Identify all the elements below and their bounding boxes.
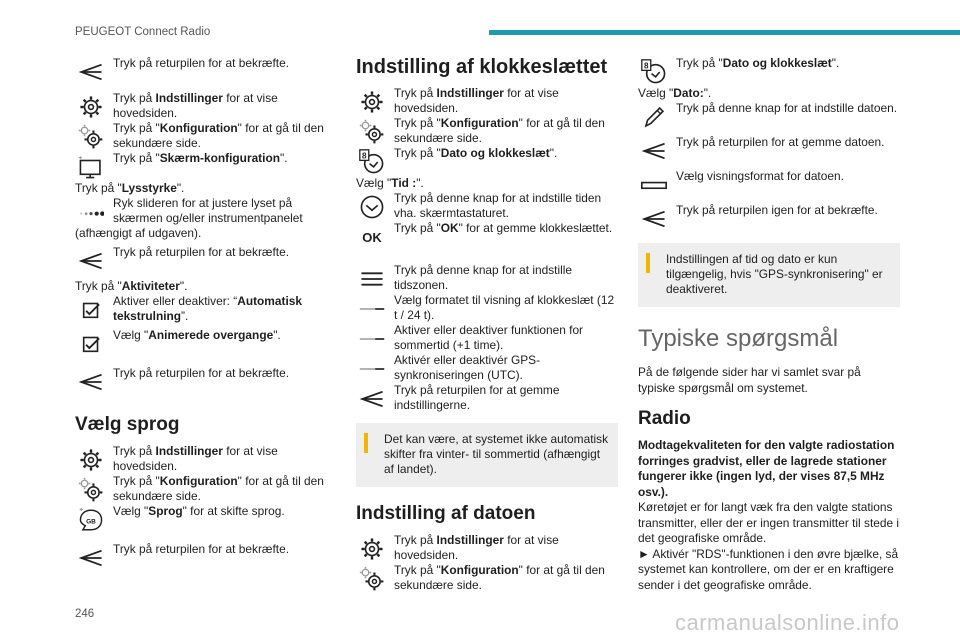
step-animations: Vælg "Animerede overgange". bbox=[75, 328, 328, 358]
instruction-select-date: Vælg "Dato:". bbox=[638, 86, 712, 100]
step-settings: Tryk på Indstillinger for at vise hovedsiden. bbox=[356, 86, 618, 116]
return-arrow-icon bbox=[75, 543, 107, 573]
toggle-line-icon bbox=[356, 354, 388, 384]
faq-intro: På de følgende sider har vi samlet svar på typiske spørgsmål om systemet. bbox=[638, 365, 861, 395]
format-frame-icon bbox=[638, 170, 670, 200]
calendar-clock-icon bbox=[356, 147, 388, 177]
instruction-brightness: Tryk på "Lysstyrke". bbox=[75, 181, 185, 195]
heading-faq: Typiske spørgsmål bbox=[638, 325, 839, 352]
calendar-clock-icon bbox=[638, 57, 670, 87]
checkbox-icon bbox=[75, 329, 107, 359]
step-set-date: Tryk på denne knap for at indstille datoen. bbox=[638, 101, 900, 131]
step-gps-sync: Aktivér eller deaktivér GPS-synkroniseringen (UTC). bbox=[356, 353, 618, 383]
step-date-format: Vælg visningsformat for datoen. bbox=[638, 169, 900, 199]
instruction-activities: Tryk på "Aktiviteter". bbox=[75, 279, 188, 293]
info-note: Indstillingen af tid og dato er kun tilgængelig, hvis "GPS-synkronisering" er deaktiveret. bbox=[638, 243, 900, 307]
column-right bbox=[638, 56, 900, 601]
step-configuration: Tryk på "Konfiguration" for at gå til den sekundære side. bbox=[75, 121, 328, 151]
step-timezone: Tryk på denne knap for at indstille tidszonen. bbox=[356, 263, 618, 293]
screen-config-icon bbox=[75, 152, 107, 182]
return-arrow-icon bbox=[75, 246, 107, 276]
step-configuration: Tryk på "Konfiguration" for at gå til den sekundære side. bbox=[356, 563, 618, 593]
return-arrow-icon bbox=[75, 367, 107, 397]
step-return: Tryk på returpilen igen for at bekræfte. bbox=[638, 203, 900, 233]
info-icon bbox=[646, 253, 650, 273]
double-gear-icon bbox=[75, 475, 107, 505]
step-slider: Ryk slideren for at justere lyset på skærmen og/eller instrumentpanelet (afhængigt af udgaven). bbox=[75, 196, 303, 240]
radio-answer: Køretøjet er for langt væk fra den valgte stations transmitter, eller der er ingen transmitter til stede i det geografiske område. bbox=[638, 500, 900, 545]
step-language: Vælg "Sprog" for at skifte sprog. bbox=[75, 504, 328, 534]
heading-set-date: Indstilling af datoen bbox=[356, 503, 536, 524]
watermark: carmanualsonline.info bbox=[675, 610, 900, 635]
return-arrow-icon bbox=[356, 384, 388, 414]
step-return: Tryk på returpilen for at bekræfte. bbox=[75, 245, 328, 275]
step-configuration: Tryk på "Konfiguration" for at gå til den sekundære side. bbox=[75, 474, 328, 504]
ok-icon: OK bbox=[362, 229, 382, 245]
radio-question: Modtagekvaliteten for den valgte radiostation forringes gradvist, eller de lagrede stationer fungerer ikke (ingen lyd, der vises 87,5 MHz osv.). bbox=[638, 438, 895, 499]
double-gear-icon bbox=[356, 564, 388, 594]
double-gear-icon bbox=[356, 117, 388, 147]
language-icon bbox=[75, 505, 107, 535]
step-return: Tryk på returpilen for at bekræfte. bbox=[75, 56, 328, 86]
step-date-time: Tryk på "Dato og klokkeslæt". bbox=[356, 146, 618, 176]
instruction-select-time: Vælg "Tid :". bbox=[356, 176, 424, 190]
step-auto-scroll: Aktiver eller deaktiver: “Automatisk tekstrulning”. bbox=[75, 294, 328, 324]
step-return: Tryk på returpilen for at gemme indstillingerne. bbox=[356, 383, 618, 413]
info-icon bbox=[364, 433, 368, 453]
page-number: 246 bbox=[75, 608, 95, 620]
heading-select-language: Vælg sprog bbox=[75, 414, 180, 435]
slider-dots-icon bbox=[75, 197, 107, 227]
heading-radio: Radio bbox=[638, 408, 691, 429]
column-middle bbox=[356, 56, 618, 593]
toggle-line-icon bbox=[356, 324, 388, 354]
gear-icon bbox=[356, 534, 388, 564]
toggle-line-icon bbox=[356, 294, 388, 324]
double-gear-icon bbox=[75, 122, 107, 152]
step-screen-config: Tryk på "Skærm-konfiguration". bbox=[75, 151, 328, 181]
return-arrow-icon bbox=[75, 57, 107, 87]
return-arrow-icon bbox=[638, 204, 670, 234]
gear-icon bbox=[75, 92, 107, 122]
step-set-time: Tryk på denne knap for at indstille tiden vha. skærmtastaturet. bbox=[356, 191, 618, 221]
column-left bbox=[75, 56, 328, 572]
heading-set-clock: Indstilling af klokkeslættet bbox=[356, 56, 608, 78]
step-return: Tryk på returpilen for at bekræfte. bbox=[75, 366, 328, 396]
checkbox-icon bbox=[75, 295, 107, 325]
step-settings: Tryk på Indstillinger for at vise hovedsiden. bbox=[75, 91, 328, 121]
list-icon bbox=[356, 264, 388, 294]
step-return: Tryk på returpilen for at gemme datoen. bbox=[638, 135, 900, 165]
step-time-format: Vælg formatet til visning af klokkeslæt (12 t / 24 t). bbox=[356, 293, 618, 323]
step-date-time: Tryk på "Dato og klokkeslæt". bbox=[638, 56, 900, 86]
step-summer-time: Aktiver eller deaktiver funktionen for sommertid (+1 time). bbox=[356, 323, 618, 353]
gear-icon bbox=[75, 445, 107, 475]
gear-icon bbox=[356, 87, 388, 117]
step-return: Tryk på returpilen for at bekræfte. bbox=[75, 542, 328, 572]
step-ok: OK Tryk på "OK" for at gemme klokkeslættet. bbox=[356, 221, 618, 251]
chevron-down-icon bbox=[356, 192, 388, 222]
step-settings: Tryk på Indstillinger for at vise hovedsiden. bbox=[75, 444, 328, 474]
return-arrow-icon bbox=[638, 136, 670, 166]
header-accent-bar bbox=[489, 30, 960, 35]
radio-action: ► Aktivér "RDS"-funktionen i den øvre bjælke, så systemet kan kontrollere, om der er en kraftigere sender i det geografiske område. bbox=[638, 546, 899, 592]
running-header: PEUGEOT Connect Radio bbox=[75, 26, 211, 38]
step-configuration: Tryk på "Konfiguration" for at gå til den sekundære side. bbox=[356, 116, 618, 146]
step-settings: Tryk på Indstillinger for at vise hovedsiden. bbox=[356, 533, 618, 563]
info-note: Det kan være, at systemet ikke automatisk skifter fra vinter- til sommertid (afhængigt af landet). bbox=[356, 423, 618, 487]
pencil-icon bbox=[638, 102, 670, 132]
